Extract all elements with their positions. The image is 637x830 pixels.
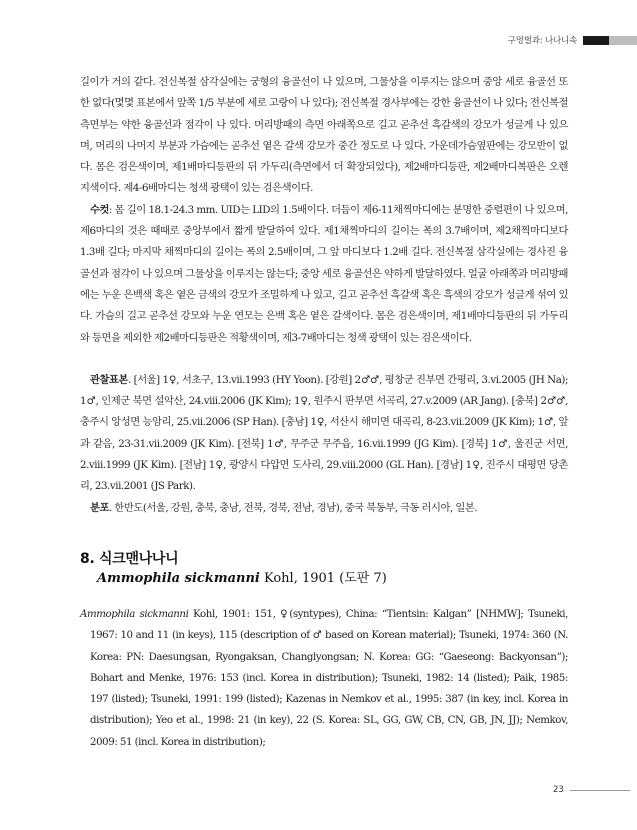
citation-text: Kohl, 1901: 151, ♀(syntypes), China: “Tientsin: Kalgan” [NHMW]; Tsuneki, 1967: 10 and 11 (in keys), 115 (description of ♂ based on Korean material); Tsuneki, 1974: 360 (N. Korea: PN: Daesungsan, Ryongaksan, Changlyongsan; N. Korea: GG: “Gaeseong: Backyonsan”); Bohart and Menke, 1976: 153 (incl. Korea in distribution); Tsuneki, 1982: 14 (listed); Paik, 1985: 197 (listed); Tsuneki, 1991: 199 (listed); Kazenas in Nemkov et al., 1995: 387 (in key, incl. Korea in distribution); Yeo et al., 1998: 21 (in key), 22 (S. Korea: SL, GG, GW, CB, CN, GB, JN, JJ); Nemkov, 2009: 51 (incl. Korea in distribution); (90, 608, 568, 748)
description-paragraph: 길이가 거의 같다. 전신복절 삼각실에는 궁형의 융골선이 나 있으며, 그물상을 이루지는 않으며 중앙 세로 융골선 또한 없다(몇몇 표본에서 앞쪽 1/5 부분에 세로 고랑이 나 있다); 전신복절 경사부에는 강한 융골선이 나 있다; 전신복절 측면부는 약한 융골선과 점각이 나 있다. 머리방패의 측면 아래쪽으로 길고 곧추선 흑갈색의 강모가 성글게 나 있으며, 머리의 나머지 부분과 가슴에는 곧추선 옅은 갈색 강모가 중간 정도로 나 있다. 가운데가슴옆판에는 강모반이 없다. 몸은 검은색이며, 제1배마디등판의 뒤 가두리(측면에서 더 확장되었다), 제2배마디등판, 제2배마디복판은 오렌지색이다. 제4-6배마디는 청색 광택이 있는 검은색이다. (80, 76, 568, 195)
species-authority: Kohl, 1901 (도판 7) (259, 570, 387, 586)
male-label: 수컷 (90, 203, 109, 216)
paragraph-gap (80, 349, 568, 370)
distribution-label: 분포 (90, 501, 109, 514)
page-number: 23 (553, 785, 564, 795)
species-scientific-name: Ammophila sickmanni (97, 570, 260, 586)
footer-rule (570, 790, 630, 791)
synonymy-citation (80, 604, 568, 753)
male-text: : 몸 길이 18.1-24.3 mm. UID는 LID의 1.5배이다. 더듬이 제6-11채찍마디에는 분명한 중렬편이 나 있으며, 제6마디의 것은 때때로 중앙부에서 짧게 발달하여 있다. 제1채찍마디의 길이는 폭의 3.7배이며, 제2채찍마디보다 1.3배 길다; 마지막 채찍마디의 길이는 폭의 2.5배이며, 그 앞 마디보다 1.2배 길다. 전신복절 삼각실에는 경사진 융골선과 점각이 나 있으며 그물상을 이루지는 않는다; 중앙 세로 융골선은 약하게 발달하였다. 얼굴 아래쪽과 머리방패에는 누운 은백색 혹은 옅은 금색의 강모가 조밀하게 나 있고, 길고 곧추선 흑갈색 혹은 흑색의 강모가 성글게 섞여 있다. 가슴의 길고 곧추선 강모와 누운 연모는 은백 혹은 옅은 갈색이다. 몸은 검은색이며, 제1배마디등판의 뒤 가두리와 등면을 제외한 제2배마디등판은 적황색이며, 제3-7배마디는 청색 광택이 있는 검은색이다. (80, 203, 568, 344)
specimens-paragraph (80, 370, 568, 498)
running-header (508, 33, 637, 47)
citation-name: Ammophila sickmanni (80, 608, 189, 620)
header-bar-light (609, 36, 637, 45)
page-body (80, 72, 568, 763)
header-bar-dark (583, 36, 609, 45)
species-heading (80, 549, 568, 589)
species-scientific-heading (80, 569, 568, 589)
running-title: 구멍벌과: 나나니속 (507, 36, 577, 46)
page-footer (553, 785, 630, 795)
male-paragraph (80, 200, 568, 349)
specimens-label: 관찰표본 (90, 373, 128, 386)
specimens-text: . [서울] 1♀, 서초구, 13.vii.1993 (HY Yoon). [강원] 2♂♂, 평창군 진부면 간평리, 3.vi.2005 (JH Na); 1♂, 인제군 북면 설악산, 24.viii.2006 (JK Kim); 1♀, 원주시 판부면 서곡리, 27.v.2009 (AR Jang). [충북] 2♂♂, 충주시 앙성면 능암리, 25.vii.2006 (SP Han). [충남] 1♀, 서산시 해미면 대곡리, 8-23.vii.2009 (JK Kim); 1♂, 앞과 같음, 23-31.vii.2009 (JK Kim). [전북] 1♂, 무주군 무주읍, 16.vii.1999 (JG Kim). [경북] 1♂, 울진군 서면, 2.viii.1999 (JK Kim). [전남] 1♀, 광양시 다압면 도사리, 29.viii.2000 (GL Han). [경남] 1♀, 진주시 대평면 당촌리, 23.vii.2001 (JS Park). (80, 373, 568, 493)
distribution-paragraph (80, 498, 568, 519)
distribution-text: . 한반도(서울, 강원, 충북, 충남, 전북, 경북, 전남, 경남), 중국 북동부, 극동 러시아, 일본. (109, 501, 478, 514)
species-number-title: 8. 식크맨나나니 (80, 550, 179, 567)
